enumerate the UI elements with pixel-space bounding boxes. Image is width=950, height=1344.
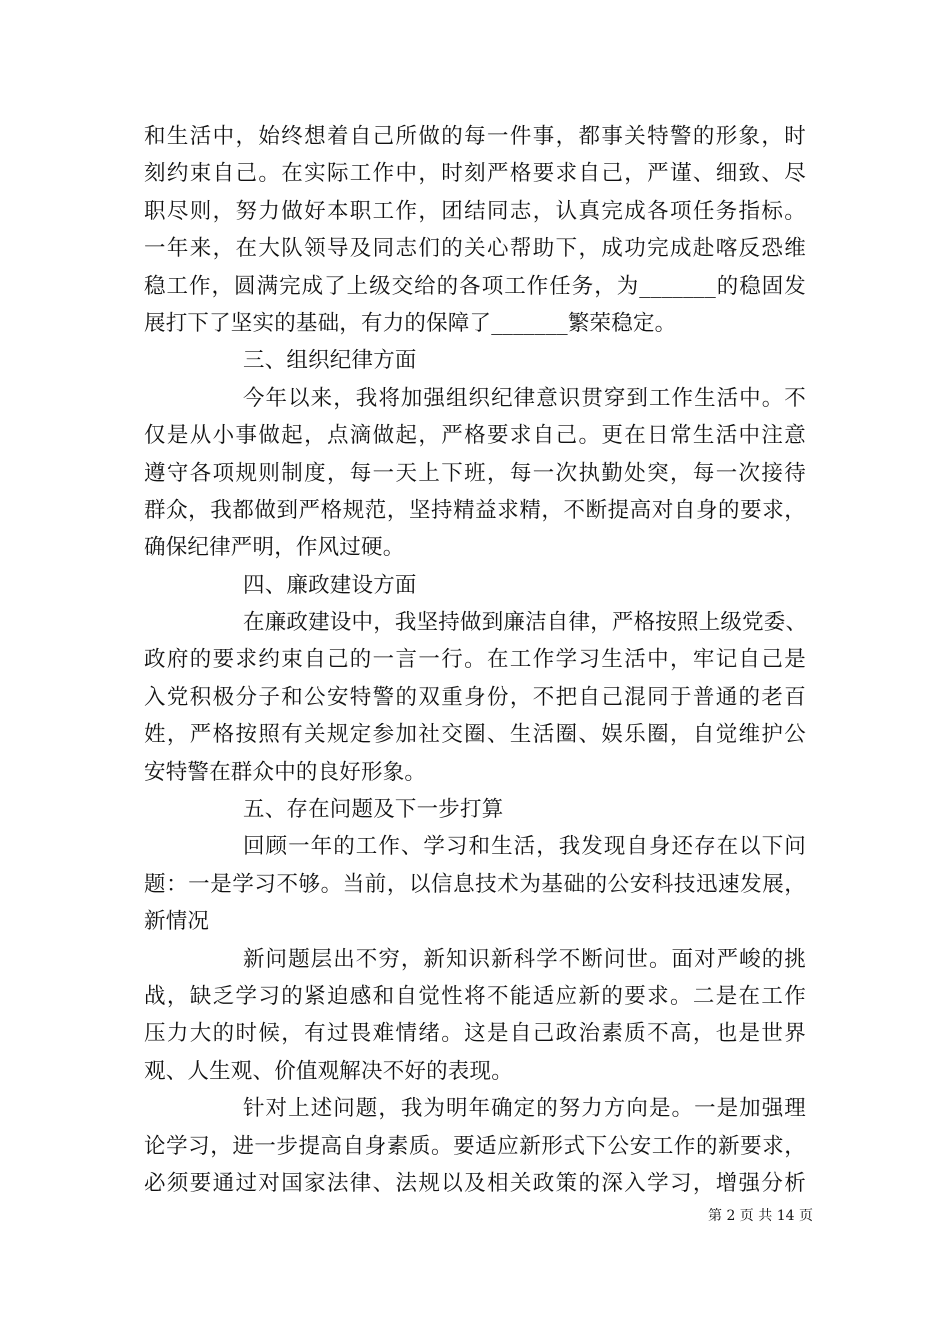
text-line: 群众，我都做到严格规范，坚持精益求精，不断提高对自身的要求， [144,497,806,523]
text-line: 政府的要求约束自己的一言一行。在工作学习生活中，牢记自己是 [144,647,806,673]
text-line: 今年以来，我将加强组织纪律意识贯穿到工作生活中。不 [243,385,806,411]
text-line: 和生活中，始终想着自己所做的每一件事，都事关特警的形象，时 [144,124,806,149]
text-line: 入党积极分子和公安特警的双重身份，不把自己混同于普通的老百 [144,684,806,710]
page-number-footer: 第 2 页 共 14 页 [708,1208,813,1224]
text-line: 展打下了坚实的基础，有力的保障了_______繁荣稳定。 [144,310,677,336]
text-line: 一年来，在大队领导及同志们的关心帮助下，成功完成赴喀反恐维 [144,236,806,262]
text-line: 确保纪律严明，作风过硬。 [144,535,405,561]
text-line: 新情况 [144,909,210,935]
text-line: 回顾一年的工作、学习和生活，我发现自身还存在以下问 [243,834,806,860]
document-body [144,118,806,1202]
text-line: 题：一是学习不够。当前，以信息技术为基础的公安科技迅速发展， [144,871,806,897]
text-line: 仅是从小事做起，点滴做起，严格要求自己。更在日常生活中注意 [144,423,806,449]
text-line: 新问题层出不穷，新知识新科学不断问世。面对严峻的挑 [243,946,806,972]
text-line: 姓，严格按照有关规定参加社交圈、生活圈、娱乐圈，自觉维护公 [144,722,806,748]
section-heading: 五、存在问题及下一步打算 [243,797,504,823]
text-line: 压力大的时候，有过畏难情绪。这是自己政治素质不高，也是世界 [144,1021,806,1047]
text-line: 论学习，进一步提高自身素质。要适应新形式下公安工作的新要求， [144,1133,806,1159]
text-line: 针对上述问题，我为明年确定的努力方向是。一是加强理 [243,1096,806,1122]
text-line: 观、人生观、价值观解决不好的表现。 [144,1058,513,1084]
section-heading: 四、廉政建设方面 [243,572,417,598]
text-line: 战，缺乏学习的紧迫感和自觉性将不能适应新的要求。二是在工作 [144,983,806,1009]
text-line: 安特警在群众中的良好形象。 [144,759,427,785]
text-line: 在廉政建设中，我坚持做到廉洁自律，严格按照上级党委、 [243,610,808,636]
text-line: 职尽则，努力做好本职工作，团结同志，认真完成各项任务指标。 [144,198,806,224]
text-line: 刻约束自己。在实际工作中，时刻严格要求自己，严谨、细致、尽 [144,161,806,187]
text-line: 遵守各项规则制度，每一天上下班，每一次执勤处突，每一次接待 [144,460,806,486]
text-line: 必须要通过对国家法律、法规以及相关政策的深入学习，增强分析 [144,1170,806,1196]
section-heading: 三、组织纪律方面 [243,348,417,374]
text-line: 稳工作，圆满完成了上级交给的各项工作任务，为_______的稳固发 [144,273,806,299]
